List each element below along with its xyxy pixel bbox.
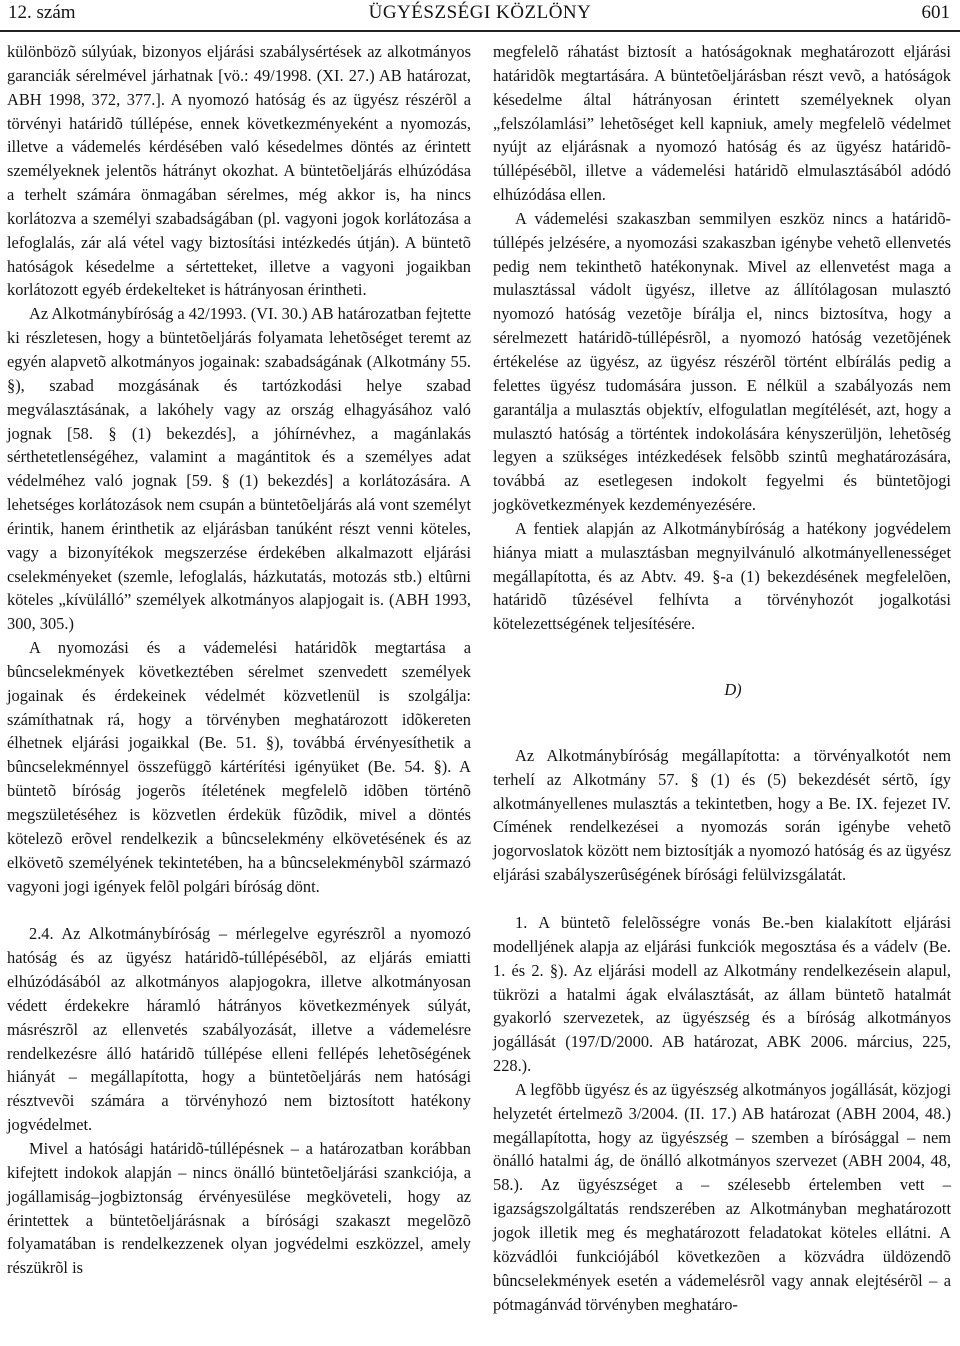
- issue-number: 12. szám: [8, 2, 76, 23]
- paragraph: Mivel a hatósági határidõ-túllépésnek – a határozatban korábban kifejtett indokok alapján – nincs önálló büntetõeljárási szankciója, a jogállamiság–jogbiztonság érvényesülése megköveteli, hogy az érintettek a büntetõeljárásnak a bírósági szakaszt megelõzõ folyamatában is rendelkezzenek olyan jogvédelmi eszközzel, amely részükrõl is: [7, 1138, 471, 1278]
- paragraph: 2.4. Az Alkotmánybíróság – mérlegelve egyrészrõl a nyomozó hatóság és az ügyész határidõ-túllépésébõl, az eljárás emiatti elhúzódásából az alkotmányos alapjogokra, illetve alkotmányosan védett érdekekre háramló hátrányos következmények súlyát, másrészrõl az ellenvetés szabályozását, illetve a vádemelésre rendelkezésre álló határidõ túllépése elleni fellépés lehetõségének hiányát – megállapította, hogy a büntetõeljárás nem hatósági résztvevõi számára a törvényhozó nem biztosított hatékony jogvédelmet.: [7, 924, 471, 1135]
- publication-title: ÜGYÉSZSÉGI KÖZLÖNY: [368, 2, 592, 23]
- section-title: D): [724, 680, 742, 700]
- page-header: [0, 0, 960, 30]
- paragraph: 1. A büntetõ felelõsségre vonás Be.-ben kialakított eljárási modelljének alapja az eljárási funkciók megosztása és a vádelv (Be. 1. és 2. §). Az eljárási modell az Alkotmány rendelkezésein alapul, tükrözi a hatalmi ágak elválasztását, az állam büntetõ hatalmát gyakorló szervezetek, az ügyészség és a bíróság alkotmányos jogállását (197/D/2000. AB határozat, ABK 2006. március, 225, 228.).: [493, 913, 951, 1076]
- paragraph: A nyomozási és a vádemelési határidõk megtartása a bûncselekmények következtében sérelmet szenvedett személyek jogainak és érdekeinek védelmét közvetlenül is szolgálja: számíthatnak rá, hogy a törvényben meghatározott idõkereten élhetnek eljárási jogaikkal (Be. 51. §), továbbá érvényesíthetik a bûncselekménnyel összefüggõ kártérítési igényüket (Be. 54. §). A büntetõ bíróság jogerõs ítéletének megfelelõ idõben történõ megszületéséhez is közvetlen érdekük fûzõdik, mivel a döntés kötelezõ erõvel rendelkezik a bûncselekmény elkövetésének és az elkövetõ személyének tekintetében, ha a bûncselekménybõl származó vagyoni jogi igények felõl polgári bíróság dönt.: [7, 638, 471, 896]
- paragraph: Az Alkotmánybíróság a 42/1993. (VI. 30.) AB határozatban fejtette ki részletesen, hogy a büntetõeljárás folyamata lehetõséget teremt az egyén alapvetõ alkotmányos jogainak: szabadságának (Alkotmány 55. §), szabad mozgásának és tartózkodási helye szabad megválasztásának, a lakóhely vagy az ország elhagyásához való jognak [58. § (1) bekezdés], a jóhírnévhez, a magánlakás sérthetetlenségéhez, valamint a magántitok és a személyes adat védelméhez való jognak [59. § (1) bekezdés] a korlátozására. A lehetséges korlátozások nem csupán a büntetõeljárás alá vont személyt érintik, hanem érinthetik az eljárásban tanúként részt venni köteles, vagy a bizonyítékok megszerzése érdekében alkalmazott eljárási cselekményeket (szemle, lefoglalás, házkutatás, motozás stb.) eltûrni köteles „kívülálló” személyek alkotmányos alapjogait is. (ABH 1993, 300, 305.): [7, 304, 471, 634]
- paragraph: A legfõbb ügyész és az ügyészség alkotmányos jogállását, közjogi helyzetét értelmezõ 3/2004. (II. 17.) AB határozat (ABH 2004, 48.) megállapította, hogy az ügyészség – szemben a bírósággal – nem önálló hatalmi ág, de önálló alkotmányos szervezet (ABH 2004, 48, 58.). Az ügyészséget a – szélesebb értelemben vett – igazságszolgáltatás rendszerében az Alkotmányban meghatározott jogok illetik meg és meghatározott feladatokat köteles ellátni. A közvádlói funkciójából következõen a közvádra üldözendõ bûncselekmények esetén a vádemelésrõl vagy annak elejtésérõl – a pótmagánvád törvényben meghatáro-: [493, 1079, 951, 1314]
- paragraph: Az Alkotmánybíróság megállapította: a törvényalkotót nem terhelí az Alkotmány 57. § (1) és (5) bekezdését sértõ, így alkotmányellenes mulasztás a tekintetben, hogy a Be. IX. fejezet IV. Címének rendelkezései a nyomozás során igénybe vehetõ jogorvoslatok között nem biztosítják a nyomozó hatóság és az ügyész eljárási szabályszerûségének bírósági felülvizsgálatát.: [493, 745, 951, 885]
- paragraph: különbözõ súlyúak, bizonyos eljárási szabálysértések az alkotmányos garanciák sérelmével járhatnak [vö.: 49/1998. (XI. 27.) AB határozat, ABH 1998, 372, 377.]. A nyomozó hatóság és az ügyész részérõl a törvényi határidõ túllépése, ennek következményeként a nyomozás, illetve a vádemelés kérdésében való késedelmes döntés az érintett személyeknek jelentõs hátrányt okozhat. A büntetõeljárás elhúzódása a terhelt számára önmagában sérelmes, még akkor is, ha nincs korlátozva a személyi szabadságában (pl. vagyoni jogok korlátozása a lefoglalás, zár alá vétel vagy biztosítási intézkedés útján). A büntetõ hatóságok késedelme a sértetteket, illetve a vagyoni jogaikban korlátozott egyéb érdekelteket is hátrányosan érintheti.: [7, 42, 471, 300]
- page-number: 601: [921, 2, 950, 23]
- spacer: [493, 636, 951, 678]
- header-rule: [0, 30, 960, 32]
- paragraph: megfelelõ ráhatást biztosít a hatóságoknak meghatározott eljárási határidõk megtartására. A büntetõeljárásban részt vevõ, a hatóságok késedelme által hátrányosan érintett személyeknek olyan „felszólamlási” lehetõséget kell kapniuk, amely megfelelõ védelmet nyújt az eljárásnak a nyomozó hatóság és az ügyész határidõ-túllépésébõl, illetve a vádemelési határidõ elmulasztásából adódó elhúzódása ellen.: [493, 42, 951, 205]
- paragraph: A fentiek alapján az Alkotmánybíróság a hatékony jogvédelem hiánya miatt a mulasztásban megnyilvánuló alkotmányellenességet megállapította, és az Abtv. 49. §-a (1) bekezdésének megfelelõen, határidõ tûzésével felhívta a törvényhozót jogalkotási kötelezettségének teljesítésére.: [493, 518, 951, 634]
- spacer: [493, 702, 951, 744]
- spacer: [493, 887, 951, 911]
- left-column: [7, 40, 471, 1280]
- paragraph: A vádemelési szakaszban semmilyen eszköz nincs a határidõ-túllépés jelzésére, a nyomozási szakaszban igénybe vehetõ ellenvetés pedig nem tekinthetõ hatékonynak. Mivel az ellenvetést maga a mulasztással vádolt ügyész, illetve az állítólagosan mulasztó nyomozó hatóság vezetõje bírálja el, nincs biztosítva, hogy a sérelmezett határidõ-túllépésrõl, a nyomozó hatóság vezetõjének értékelése az ügyész, az ügyész részérõl történt elbírálás pedig a felettes ügyész tudomására jusson. E nélkül a szabályozás nem garantálja a mulasztás objektív, elfogulatlan megítélését, azt, hogy a mulasztó hatóság a történtek indokolására kényszerüljön, lehetõség legyen a szükséges intézkedések felsõbb szintû meghatározására, továbbá az esetlegesen indokolt fegyelmi és büntetõjogi jogkövetkezmények kezdeményezésére.: [493, 208, 951, 515]
- spacer: [7, 898, 471, 922]
- right-column: [493, 40, 951, 1316]
